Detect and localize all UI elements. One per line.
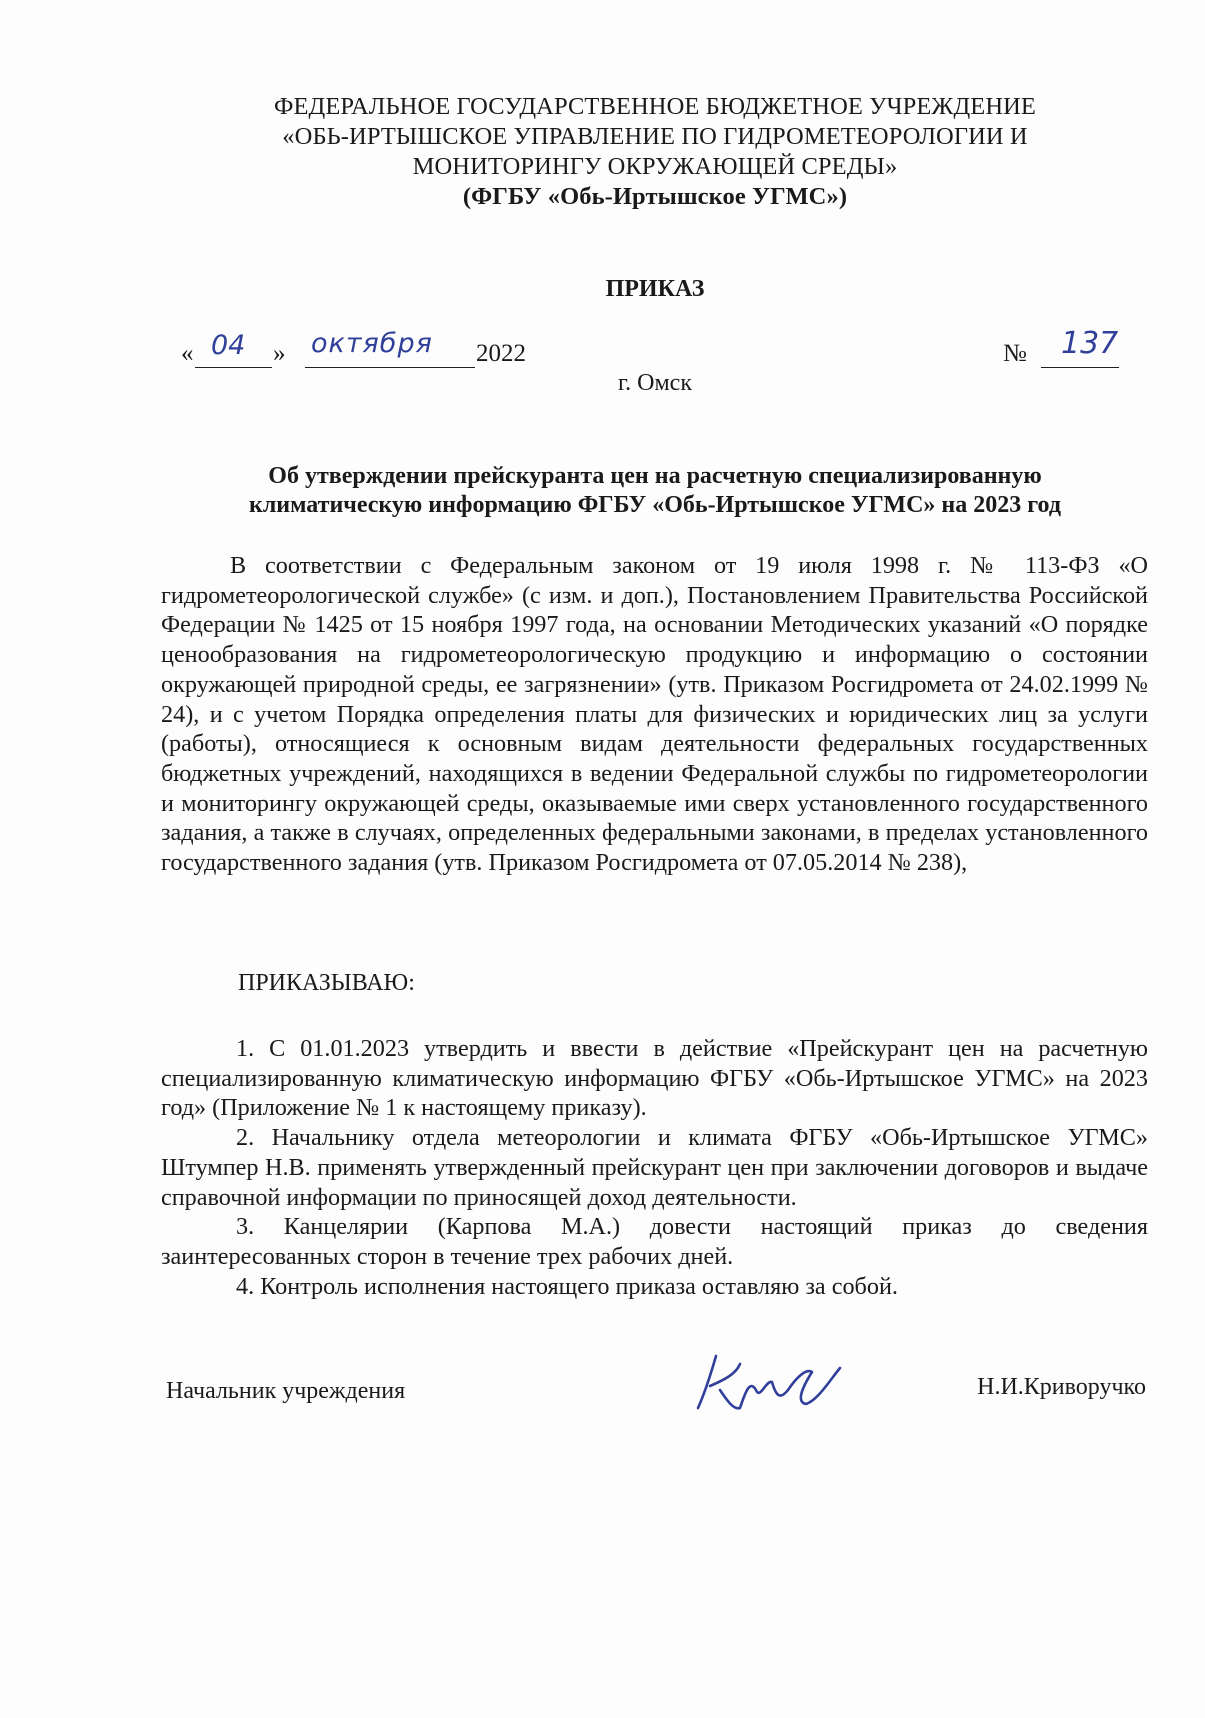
subject-line-1: Об утверждении прейскуранта цен на расчетную специализированную: [268, 463, 1042, 489]
header-line-3: МОНИТОРИНГУ ОКРУЖАЮЩЕЙ СРЕДЫ»: [412, 153, 898, 180]
order-directive-word: ПРИКАЗЫВАЮ:: [238, 970, 415, 996]
subject-line-2: климатическую информацию ФГБУ «Обь-Иртышское УГМС» на 2023 год: [249, 492, 1061, 518]
signer-name: Н.И.Криворучко: [977, 1374, 1146, 1400]
signature-block: [166, 1370, 1146, 1430]
handwritten-day: 04: [211, 330, 246, 361]
date-quote-close: »: [273, 340, 286, 367]
order-item: 2. Начальнику отдела метеорологии и климата ФГБУ «Обь-Иртышское УГМС» Штумпер Н.В. применять утвержденный прейскурант цен при заключении договоров и выдаче справочной информации по приносящей доход деятельности.: [161, 1124, 1148, 1211]
header-line-2: «ОБЬ-ИРТЫШСКОЕ УПРАВЛЕНИЕ ПО ГИДРОМЕТЕОРОЛОГИИ И: [282, 123, 1028, 150]
order-number-label: №: [1003, 340, 1027, 367]
order-item: 1. С 01.01.2023 утвердить и ввести в действие «Прейскурант цен на расчетную специализированную климатическую информацию ФГБУ «Обь-Иртышское УГМС» на 2023 год» (Приложение № 1 к настоящему приказу).: [161, 1035, 1148, 1122]
date-quote-open: «: [181, 340, 194, 367]
header-line-1: ФЕДЕРАЛЬНОЕ ГОСУДАРСТВЕННОЕ БЮДЖЕТНОЕ УЧРЕЖДЕНИЕ: [273, 93, 1036, 120]
order-year: 2022: [476, 340, 526, 367]
day-underline: [195, 367, 272, 368]
order-item: 3. Канцелярии (Карпова М.А.) довести настоящий приказ до сведения заинтересованных сторон в течение трех рабочих дней.: [161, 1213, 1148, 1270]
order-subject: [160, 462, 1150, 520]
organization-header: [160, 92, 1150, 212]
month-underline: [305, 367, 475, 368]
number-underline: [1041, 367, 1119, 368]
header-short-name: (ФГБУ «Обь-Иртышское УГМС»): [462, 183, 848, 210]
handwritten-month: октября: [311, 328, 433, 359]
preamble-paragraph: В соответствии с Федеральным законом от 19 июля 1998 г. № 113-ФЗ «О гидрометеорологической службе» (с изм. и доп.), Постановлением Правительства Российской Федерации № 1425 от 15 ноября 1997 года, на основании Методических указаний «О порядке ценообразования на гидрометеорологическую продукцию и информацию о состоянии окружающей природной среды, ее загрязнении» (утв. Приказом Росгидромета от 24.02.1999 № 24), и с учетом Порядка определения платы для физических и юридических лиц за услуги (работы), относящиеся к основным видам деятельности федеральных государственных бюджетных учреждений, находящихся в ведении Федеральной службы по гидрометеорологии и мониторингу окружающей среды, оказываемые ими сверх установленного государственного задания, а также в случаях, определенных федеральными законами, в пределах установленного государственного задания (утв. Приказом Росгидромета от 07.05.2014 № 238),: [161, 552, 1148, 877]
order-items-list: [161, 1034, 1148, 1301]
signer-position: Начальник учреждения: [166, 1378, 406, 1404]
order-item: 4. Контроль исполнения настоящего приказа оставляю за собой.: [236, 1272, 898, 1300]
document-title: ПРИКАЗ: [605, 276, 705, 302]
city: г. Омск: [618, 370, 692, 396]
handwritten-signature-icon: [684, 1350, 844, 1420]
handwritten-order-number: 137: [1061, 326, 1119, 361]
